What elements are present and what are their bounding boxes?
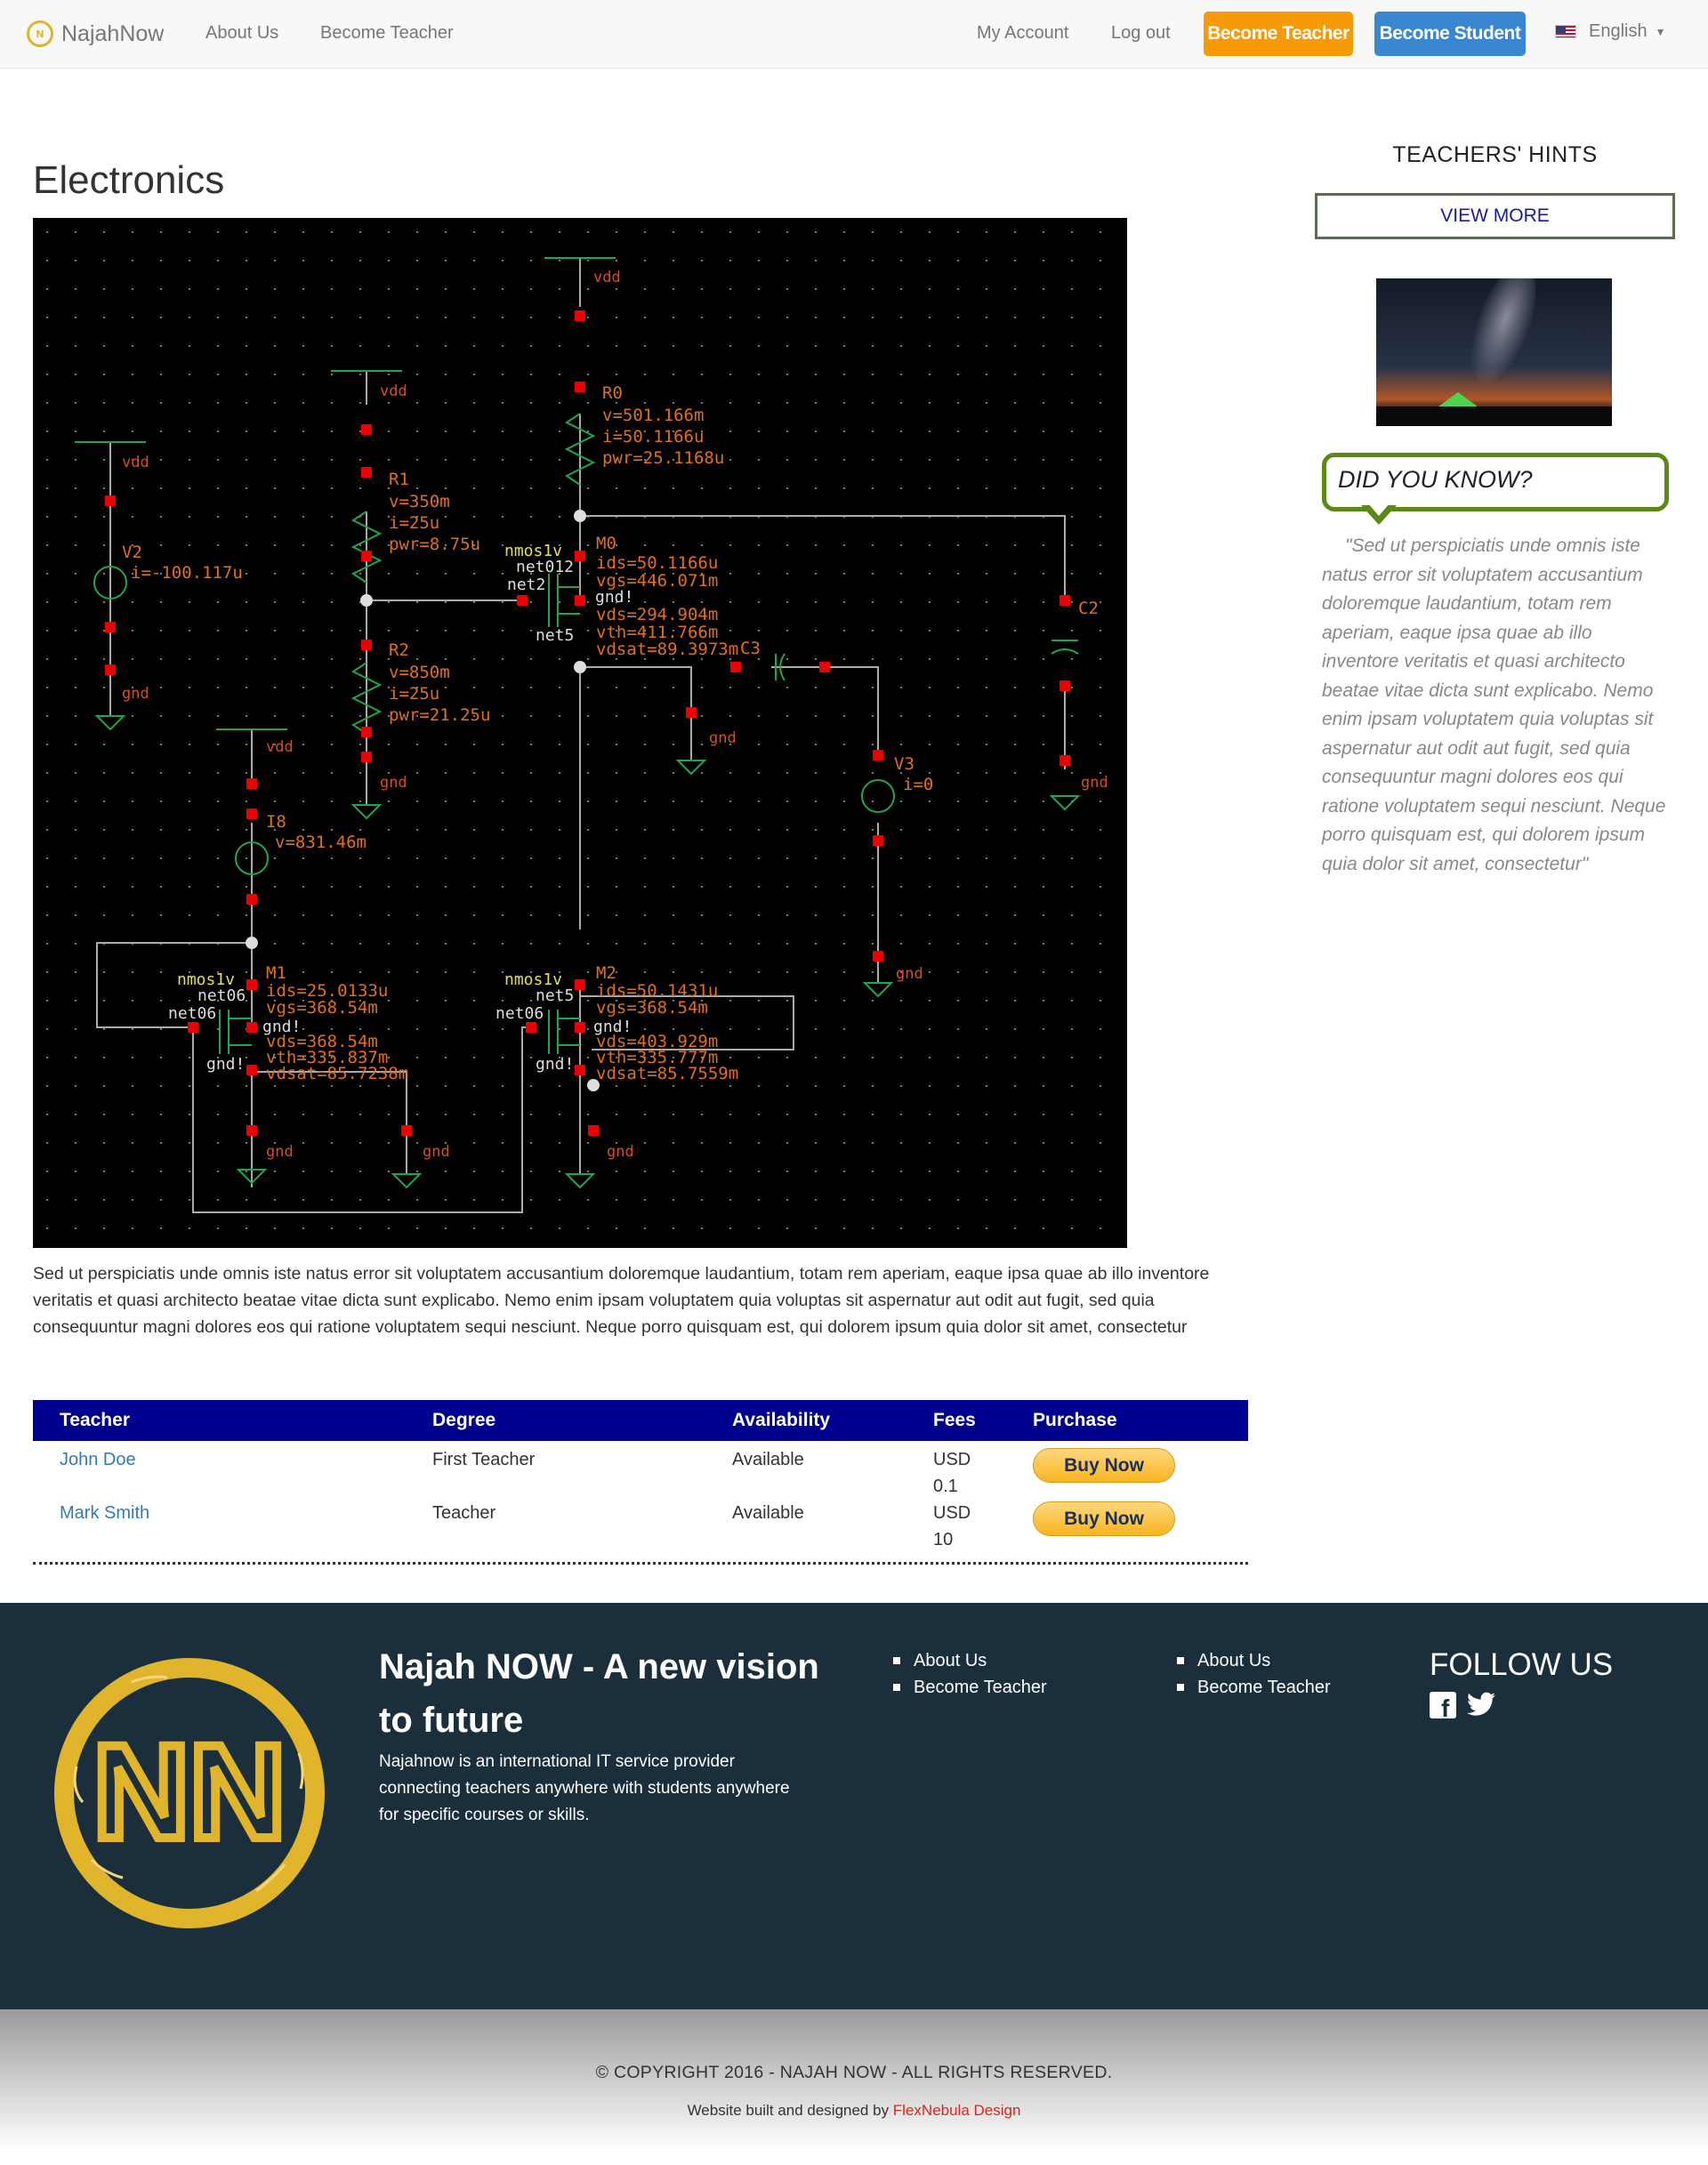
follow-us-heading: FOLLOW US	[1430, 1647, 1614, 1682]
col-availability: Availability	[732, 1410, 831, 1430]
svg-text:vds=294.904m: vds=294.904m	[596, 605, 719, 624]
svg-text:v=350m: v=350m	[389, 492, 450, 511]
built-by-text	[0, 2102, 1708, 2120]
najahnow-logo-icon	[52, 1655, 327, 1931]
svg-text:vth=335.837m: vth=335.837m	[266, 1048, 389, 1067]
svg-text:vds=368.54m: vds=368.54m	[266, 1032, 378, 1051]
did-you-know-bubble: DID YOU KNOW?	[1322, 453, 1669, 511]
caret-down-icon: ▼	[1655, 25, 1666, 38]
svg-text:nmos1v: nmos1v	[504, 970, 563, 989]
svg-text:I8: I8	[266, 812, 286, 832]
become-teacher-button[interactable]: Become Teacher	[1204, 12, 1353, 56]
footer-title: Najah NOW - A new vision to future	[379, 1647, 819, 1740]
svg-text:net06: net06	[495, 1004, 544, 1023]
brand-logo-icon: N	[27, 20, 53, 47]
svg-text:V3: V3	[894, 754, 914, 774]
svg-text:V2: V2	[122, 543, 142, 562]
col-degree: Degree	[432, 1410, 496, 1430]
svg-text:NN: NN	[93, 1717, 286, 1866]
facebook-glyph: f	[1441, 1694, 1450, 1722]
fee-amount: 10	[933, 1530, 954, 1549]
degree-cell: Teacher	[432, 1503, 496, 1523]
nav-my-account[interactable]: My Account	[977, 23, 1069, 43]
us-flag-icon	[1555, 25, 1576, 38]
svg-text:i=0: i=0	[903, 775, 934, 794]
footer-link-about[interactable]: About Us	[1177, 1647, 1331, 1674]
svg-text:R2: R2	[389, 640, 409, 660]
svg-text:C3: C3	[740, 639, 761, 658]
table-row	[33, 1446, 1248, 1500]
svg-text:pwr=25.1168u: pwr=25.1168u	[602, 448, 725, 468]
svg-text:net5: net5	[536, 986, 575, 1005]
footer-links-1	[893, 1647, 1047, 1701]
teachers-hints-heading: TEACHERS' HINTS	[1392, 142, 1598, 167]
svg-text:i=25u: i=25u	[389, 513, 440, 533]
fees-cell	[933, 1500, 1033, 1555]
course-description: Sed ut perspiciatis unde omnis iste natus error sit voluptatem accusantium doloremque laudantium, totam rem aperiam, eaque ipsa quae ab illo inventore veritatis et quasi architecto beatae vitae dicta sunt explicabo. Nemo enim ipsam voluptatem quia voluptas sit aspernatur aut odit aut fugit, sed quia consequuntur magni dolores eos qui ratione voluptatem sequi nesciunt. Neque porro quisquam est, qui dolorem ipsum quia dolor sit amet, consectetur	[33, 1264, 1210, 1337]
svg-text:pwr=21.25u: pwr=21.25u	[389, 705, 491, 725]
svg-text:gnd: gnd	[607, 1143, 634, 1161]
footer-description: Najahnow is an international IT service provider connecting teachers anywhere with students anywhere for specific courses or skills.	[379, 1752, 790, 1824]
svg-text:gnd: gnd	[122, 685, 149, 703]
svg-text:gnd: gnd	[380, 774, 407, 792]
svg-text:i=50.1166u: i=50.1166u	[602, 427, 705, 447]
footer-link-about[interactable]: About Us	[893, 1647, 1047, 1674]
nav-about-us[interactable]: About Us	[205, 23, 279, 43]
copyright-bar	[0, 2009, 1708, 2165]
svg-text:v=501.166m: v=501.166m	[602, 406, 705, 425]
page-title: Electronics	[33, 158, 225, 202]
svg-text:net012: net012	[516, 558, 575, 576]
night-sky-tent-image[interactable]	[1376, 278, 1612, 426]
built-by-label: Website built and designed by	[687, 2102, 893, 2119]
svg-text:gnd: gnd	[709, 729, 737, 747]
svg-text:nmos1v: nmos1v	[177, 970, 236, 989]
social-links	[1430, 1692, 1495, 1722]
brand-name: NajahNow	[61, 20, 165, 46]
degree-cell: First Teacher	[432, 1450, 536, 1469]
svg-text:vgs=368.54m: vgs=368.54m	[596, 998, 708, 1018]
footer-link-become-teacher[interactable]: Become Teacher	[1177, 1674, 1331, 1701]
fee-currency: USD	[933, 1503, 971, 1523]
footer-link-become-teacher[interactable]: Become Teacher	[893, 1674, 1047, 1701]
site-footer	[0, 1603, 1708, 2009]
twitter-icon[interactable]	[1467, 1692, 1495, 1717]
nav-become-teacher[interactable]: Become Teacher	[320, 23, 454, 43]
footer-links-2	[1177, 1647, 1331, 1701]
buy-now-button[interactable]: Buy Now	[1033, 1501, 1175, 1536]
svg-text:vgs=368.54m: vgs=368.54m	[266, 998, 378, 1018]
svg-text:vdd: vdd	[122, 454, 149, 471]
col-fees: Fees	[933, 1410, 976, 1430]
availability-cell: Available	[732, 1503, 804, 1523]
circuit-schematic-image	[33, 218, 1127, 1248]
table-header	[33, 1400, 1248, 1441]
svg-text:vdsat=85.7238m: vdsat=85.7238m	[266, 1064, 409, 1083]
teacher-link[interactable]: Mark Smith	[60, 1503, 150, 1523]
svg-text:vth=335.777m: vth=335.777m	[596, 1048, 719, 1067]
svg-text:i=25u: i=25u	[389, 684, 440, 704]
svg-text:gnd!: gnd!	[206, 1055, 246, 1074]
nav-log-out[interactable]: Log out	[1111, 23, 1171, 43]
svg-text:ids=50.1431u: ids=50.1431u	[596, 981, 719, 1001]
svg-text:gnd!: gnd!	[595, 588, 634, 607]
svg-text:M2: M2	[596, 963, 616, 983]
svg-text:net5: net5	[536, 626, 575, 645]
svg-text:R1: R1	[389, 470, 409, 489]
svg-text:v=831.46m: v=831.46m	[275, 833, 367, 852]
view-more-button[interactable]: VIEW MORE	[1315, 193, 1675, 239]
svg-text:M0: M0	[596, 534, 616, 553]
svg-text:nmos1v: nmos1v	[504, 542, 563, 560]
brand-link[interactable]	[27, 18, 164, 50]
svg-text:vdd: vdd	[380, 382, 407, 400]
svg-text:R0: R0	[602, 383, 623, 403]
svg-text:gnd: gnd	[423, 1143, 450, 1161]
fee-amount: 0.1	[933, 1477, 958, 1496]
svg-text:i=-100.117u: i=-100.117u	[131, 563, 243, 583]
svg-text:vdsat=85.7559m: vdsat=85.7559m	[596, 1064, 739, 1083]
svg-text:vds=403.929m: vds=403.929m	[596, 1032, 719, 1051]
svg-text:ids=25.0133u: ids=25.0133u	[266, 981, 389, 1001]
availability-cell: Available	[732, 1450, 804, 1469]
facebook-icon[interactable]	[1430, 1692, 1456, 1722]
svg-text:gnd: gnd	[896, 965, 923, 983]
become-student-button[interactable]: Become Student	[1374, 12, 1526, 56]
svg-text:pwr=8.75u: pwr=8.75u	[389, 535, 480, 554]
svg-text:gnd!: gnd!	[262, 1018, 302, 1036]
svg-text:vdd: vdd	[266, 738, 294, 756]
svg-text:C2: C2	[1078, 599, 1099, 618]
svg-text:vdsat=89.3973m: vdsat=89.3973m	[596, 640, 739, 659]
speech-tail-icon	[1361, 505, 1397, 525]
top-navbar	[0, 0, 1708, 68]
did-you-know-quote: "Sed ut perspiciatis unde omnis iste natus error sit voluptatem accusantium doloremque laudantium, totam rem aperiam, eaque ipsa quae ab illo inventore veritatis et quasi architecto beatae vitae dicta sunt explicabo. Nemo enim ipsam voluptatem quia voluptas sit aspernatur aut odit aut fugit, sed quia consequuntur magni dolores eos qui ratione voluptatem sequi nesciunt. Neque porro quisquam est, qui dolorem ipsum quia dolor sit amet, consectetur"	[1322, 535, 1666, 874]
svg-text:gnd: gnd	[1081, 774, 1108, 792]
copyright-text: © COPYRIGHT 2016 - NAJAH NOW - ALL RIGHTS RESERVED.	[595, 2063, 1113, 2082]
teachers-table	[33, 1400, 1248, 1565]
svg-text:vth=411.766m: vth=411.766m	[596, 623, 719, 642]
language-dropdown[interactable]	[1555, 21, 1666, 42]
col-purchase: Purchase	[1033, 1410, 1117, 1430]
teacher-link[interactable]: John Doe	[60, 1450, 136, 1469]
designer-link[interactable]: FlexNebula Design	[892, 2102, 1021, 2119]
svg-text:gnd!: gnd!	[536, 1055, 575, 1074]
svg-text:net2: net2	[507, 575, 546, 594]
svg-text:vdd: vdd	[593, 269, 621, 286]
svg-text:gnd!: gnd!	[593, 1018, 632, 1036]
col-teacher: Teacher	[60, 1410, 130, 1430]
fee-currency: USD	[933, 1450, 971, 1469]
svg-text:M1: M1	[266, 963, 286, 983]
svg-text:vgs=446.071m: vgs=446.071m	[596, 571, 719, 591]
buy-now-button[interactable]: Buy Now	[1033, 1448, 1175, 1483]
language-label: English	[1589, 21, 1648, 41]
fees-cell	[933, 1446, 1033, 1500]
svg-text:net06: net06	[168, 1004, 217, 1023]
table-row	[33, 1500, 1248, 1555]
svg-text:ids=50.1166u: ids=50.1166u	[596, 553, 719, 573]
svg-text:v=850m: v=850m	[389, 663, 450, 682]
svg-text:net06: net06	[197, 986, 246, 1005]
svg-text:gnd: gnd	[266, 1143, 294, 1161]
